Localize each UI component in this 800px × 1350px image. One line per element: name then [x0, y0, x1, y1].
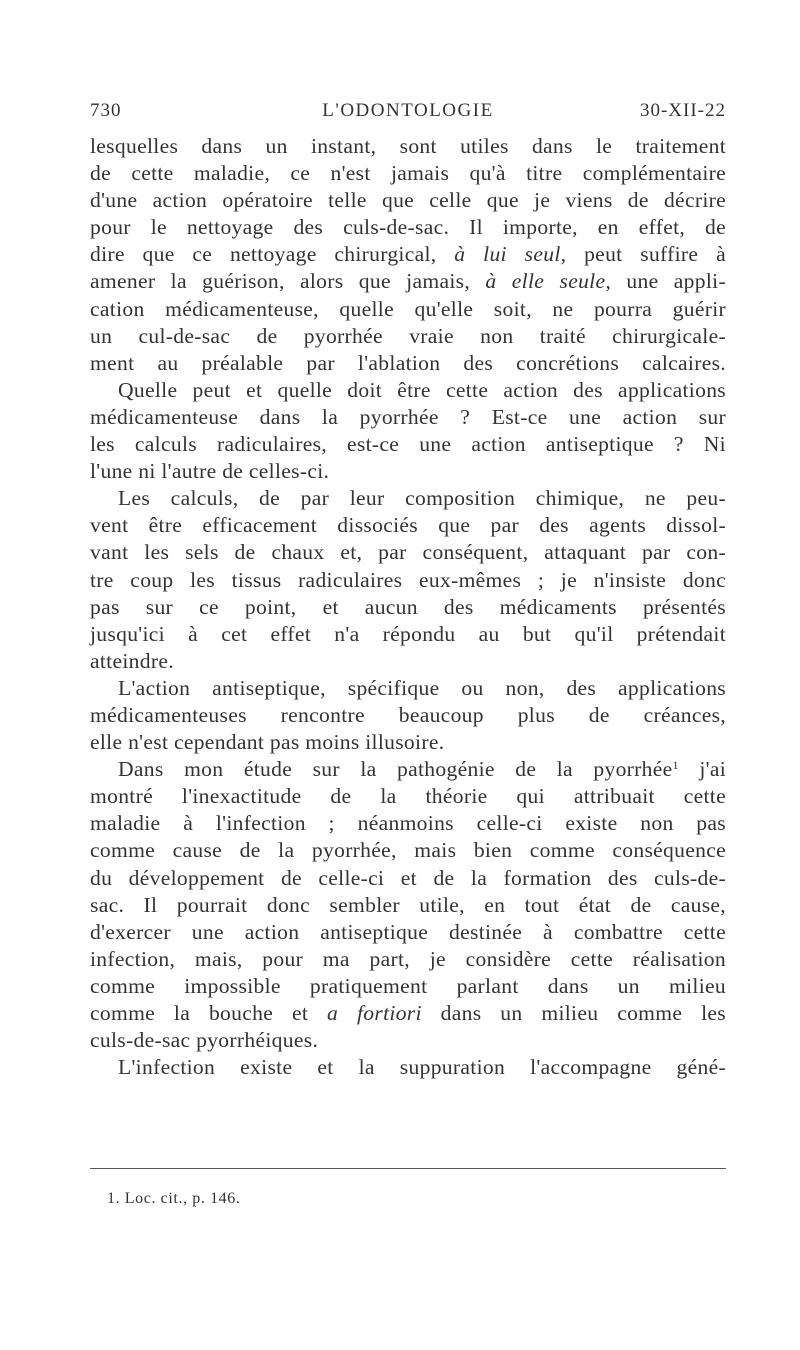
text-segment: dans un milieu comme les: [421, 1001, 726, 1025]
footnote-marker: 1: [672, 758, 679, 773]
paragraph-end-line: culs-de-sac pyorrhéiques.: [90, 1028, 319, 1053]
paragraph-start-line: Les calculs, de par leur composition chimique, ne peu-: [118, 486, 726, 511]
paragraph-end-line: l'une ni l'autre de celles-ci.: [90, 459, 330, 484]
text-line: [90, 241, 726, 268]
issue-date: 30-XII-22: [639, 100, 726, 121]
text-segment: comme la bouche et: [90, 1001, 328, 1025]
text-segment: peut suffire à: [566, 242, 726, 267]
text-line: médicamenteuse dans la pyorrhée ? Est-ce une action sur: [90, 404, 726, 429]
text-line: montré l'inexactitude de la théorie qui attribuait cette: [90, 784, 726, 809]
text-line: vent être efficacement dissociés que par des agents dissol-: [90, 513, 726, 538]
text-line: d'une action opératoire telle que celle que je viens de décrire: [90, 188, 726, 213]
paragraph-start-line: L'action antiseptique, spécifique ou non, des applications: [118, 675, 726, 700]
body-text: [90, 133, 726, 1081]
text-line: cation médicamenteuse, quelle qu'elle soit, ne pourra guérir: [90, 296, 726, 321]
emphasis-text: à lui seul,: [454, 242, 567, 267]
text-line: du développement de celle-ci et de la formation des culs-de-: [90, 865, 726, 890]
emphasis-text: a fortiori: [327, 1001, 422, 1025]
journal-title: L'ODONTOLOGIE: [322, 100, 494, 121]
text-line: comme impossible pratiquement parlant dans un milieu: [90, 973, 726, 998]
text-line: jusqu'ici à cet effet n'a répondu au but qu'il prétendait: [90, 621, 726, 646]
text-line: maladie à l'infection ; néanmoins celle-ci existe non pas: [90, 811, 726, 836]
emphasis-text: à elle seule,: [485, 269, 612, 294]
text-line: vant les sels de chaux et, par conséquent, attaquant par con-: [90, 540, 726, 565]
text-line: pas sur ce point, et aucun des médicaments présentés: [90, 594, 726, 619]
text-line: [90, 1000, 726, 1027]
text-line: [90, 268, 726, 295]
text-line: sac. Il pourrait donc sembler utile, en tout état de cause,: [90, 892, 726, 917]
text-segment: dire que ce nettoyage chirurgical,: [90, 242, 455, 267]
text-line: lesquelles dans un instant, sont utiles dans le traitement: [90, 134, 726, 158]
text-line: de cette maladie, ce n'est jamais qu'à titre complémentaire: [90, 161, 726, 186]
text-line: tre coup les tissus radiculaires eux-mêmes ; je n'insiste donc: [90, 567, 726, 592]
text-line: pour le nettoyage des culs-de-sac. Il importe, en effet, de: [90, 215, 726, 240]
text-segment: j'ai: [678, 757, 727, 782]
text-segment: Dans mon étude sur la pathogénie de la pyorrhée: [118, 757, 673, 782]
text-line: comme cause de la pyorrhée, mais bien comme conséquence: [90, 838, 726, 863]
text-line: médicamenteuses rencontre beaucoup plus de créances,: [90, 702, 726, 727]
paragraph-start-line: [90, 756, 726, 783]
text-line: ment au préalable par l'ablation des concrétions calcaires.: [90, 350, 726, 375]
paragraph-end-line: elle n'est cependant pas moins illusoire.: [90, 730, 445, 755]
text-line: d'exercer une action antiseptique destinée à combattre cette: [90, 919, 726, 944]
text-line: infection, mais, pour ma part, je considère cette réalisation: [90, 946, 726, 971]
paragraph-start-line: L'infection existe et la suppuration l'accompagne géné-: [118, 1055, 726, 1080]
paragraph-start-line: Quelle peut et quelle doit être cette action des applications: [118, 377, 726, 402]
page-number: 730: [90, 100, 122, 121]
running-header: [90, 100, 726, 130]
footnote: 1. Loc. cit., p. 146.: [107, 1190, 241, 1207]
footnote-separator: [90, 1168, 726, 1169]
text-line: les calculs radiculaires, est-ce une action antiseptique ? Ni: [90, 432, 726, 457]
text-line: un cul-de-sac de pyorrhée vraie non traité chirurgicale-: [90, 323, 726, 348]
text-segment: une appli-: [611, 269, 726, 294]
text-segment: amener la guérison, alors que jamais,: [90, 269, 486, 294]
paragraph-end-line: atteindre.: [90, 648, 174, 673]
